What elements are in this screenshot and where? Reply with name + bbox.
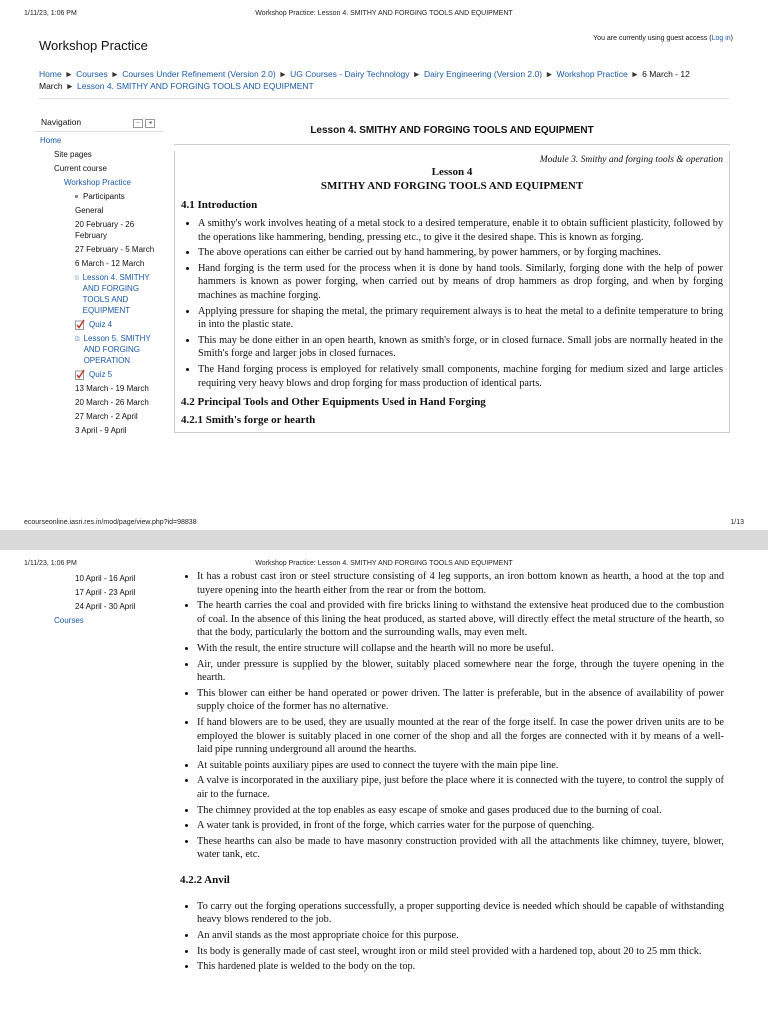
content-heading-line1: Lesson 4 [431,166,473,178]
module-label: Module 3. Smithy and forging tools & operation [539,155,723,165]
list-item: • The chimney provided at the top enables as easy escape of smoke and gases produced due to the burning of coal. [197,804,724,818]
breadcrumb-separator-icon: ► [278,69,288,79]
forge-list [180,570,724,862]
list-item: • If hand blowers are to be used, they are usually mounted at the rear of the forge itself. In case the power driven units are to be employed the blower is suitably placed in one corner of the shop and all the forges are connected with it by means of a well-laid pipe running underground all around the hearths. [197,716,724,757]
anvil-list [180,900,724,974]
intro-list [181,217,723,390]
print-datetime: 1/11/23, 1:06 PM [24,560,77,567]
print-url: ecourseonline.iasri.res.in/mod/page/view.php?id=98838 [24,519,197,526]
list-item: • An anvil stands as the most appropriate choice for this purpose. [197,929,724,943]
breadcrumb [39,68,729,99]
breadcrumb-week[interactable]: 6 March - 12 March [39,69,690,91]
list-item: • Air, under pressure is supplied by the blower, suitably placed somewhere near the forge, through the tuyere opening in the hearth. [197,658,724,685]
list-item: • Applying pressure for shaping the metal, the primary requirement always is to heat the metal to a definite temperature to bring in into the plastic state. [198,305,723,332]
main-content [174,113,730,433]
list-item: • Hand forging is the term used for the process when it is done by hand tools. Similarly, forging done with the help of power hammers is known as power forging, when carried out by means of drop hammers as drop forging, and when by forging machines as machine forging. [198,262,723,303]
page-gap [0,530,768,550]
breadcrumb-workshop-practice[interactable]: Workshop Practice [556,69,628,79]
nav-current-course[interactable]: Current course [54,164,107,173]
bullet-icon [75,195,78,198]
nav-week[interactable]: 13 March - 19 March [75,384,149,393]
list-item: • The Hand forging process is employed for relatively small components, machine forging for medium sized and large articles requiring very heavy blows and drop forging for mass production of identical parts. [198,363,723,390]
breadcrumb-current-lesson[interactable]: Lesson 4. SMITHY AND FORGING TOOLS AND EQUIPMENT [77,81,314,91]
nav-course-workshop-practice[interactable]: Workshop Practice [64,178,131,187]
content-heading-line2: SMITHY AND FORGING TOOLS AND EQUIPMENT [320,180,584,192]
list-item: • A valve is incorporated in the auxiliary pipe, just before the place where it is connected with the tuyere, to control the supply of air to the furnace. [197,774,724,801]
breadcrumb-separator-icon: ► [630,69,640,79]
list-item: • These hearths can also be made to have masonry construction provided with all the attachments like chimney, tuyere, blower, water tank, etc. [197,835,724,862]
nav-week-current[interactable]: 6 March - 12 March [75,259,145,268]
breadcrumb-ug-courses[interactable]: UG Courses - Dairy Technology [290,69,410,79]
nav-week[interactable]: 10 April - 16 April [75,574,136,583]
breadcrumb-separator-icon: ► [545,69,554,79]
nav-participants[interactable]: Participants [83,192,125,201]
nav-week[interactable]: 20 February - 26 February [75,220,135,240]
navigation-block-continued [35,570,163,629]
print-page-title: Workshop Practice: Lesson 4. SMITHY AND FORGING TOOLS AND EQUIPMENT [255,560,513,567]
nav-activity-lesson-5[interactable] [35,333,163,366]
breadcrumb-separator-icon: ► [65,81,75,91]
list-item: • To carry out the forging operations successfully, a proper supporting device is needed which should be capable of withstanding heavy blows rendered to the job. [197,900,724,927]
nav-activity-quiz-4[interactable] [35,319,163,330]
collapse-icon[interactable]: – [133,119,143,128]
list-item: • At suitable points auxiliary pipes are used to connect the tuyere with the main pipe line. [197,759,724,773]
navigation-block [35,113,163,439]
nav-week[interactable]: 27 February - 5 March [75,245,155,254]
page-icon [75,333,80,344]
nav-home[interactable]: Home [40,136,62,145]
guest-access-close: ) [730,35,733,42]
list-item: • It has a robust cast iron or steel structure consisting of 4 leg supports, an iron bottom known as hearth, a hood at the top and tuyere opening into the hearth either from the rear or from the bottom. [197,570,724,597]
list-item: • The hearth carries the coal and provided with fire bricks lining to withstand the extensive heat produced due to the combustion of coal. In the absence of this lining the heat produced, as started above, will directly effect the metal structure of the hearth, so that the body, particularly the bottom and the surrounding walls, may even melt. [197,599,724,640]
page-icon [75,272,79,283]
quiz-icon [75,319,85,330]
nav-week[interactable]: 17 April - 23 April [75,588,136,597]
lesson-title: Lesson 4. SMITHY AND FORGING TOOLS AND EQUIPMENT [174,113,730,145]
nav-week[interactable]: 3 April - 9 April [75,426,127,435]
list-item: • Its body is generally made of cast steel, wrought iron or mild steel provided with a hardened top, about 20 to 25 mm thick. [197,945,724,959]
nav-general[interactable]: General [75,206,104,215]
breadcrumb-separator-icon: ► [110,69,120,79]
quiz-icon [75,369,85,380]
breadcrumb-separator-icon: ► [64,69,74,79]
print-datetime: 1/11/23, 1:06 PM [24,10,77,17]
breadcrumb-courses-under-refinement[interactable]: Courses Under Refinement (Version 2.0) [122,69,276,79]
nav-activity-lesson-4[interactable] [35,272,163,316]
navigation-header [35,113,163,132]
list-item: • The above operations can either be carried out by hand hammering, by power hammers, or by forging machines. [198,246,723,260]
dock-icon[interactable]: ◂ [145,119,155,128]
section-heading-4-1: 4.1 Introduction [181,199,258,211]
nav-week[interactable]: 27 March - 2 April [75,412,138,421]
print-page-title: Workshop Practice: Lesson 4. SMITHY AND FORGING TOOLS AND EQUIPMENT [255,10,513,17]
nav-courses[interactable]: Courses [54,616,84,625]
breadcrumb-courses[interactable]: Courses [76,69,108,79]
section-heading-4-2: 4.2 Principal Tools and Other Equipments Used in Hand Forging [181,396,486,409]
breadcrumb-separator-icon: ► [412,69,421,79]
list-item: • This hardened plate is welded to the body on the top. [197,960,724,974]
nav-site-pages[interactable]: Site pages [54,150,92,159]
nav-activity-label[interactable]: Quiz 5 [89,370,113,379]
list-item: • This blower can either be hand operated or power driven. The latter is preferable, but in the absence of availability of power supply choice of the former has no alternative. [197,687,724,714]
login-link[interactable]: Log in [711,35,731,42]
guest-access-notice [593,35,733,42]
nav-week[interactable]: 24 April - 30 April [75,602,136,611]
print-page-number: 1/13 [730,519,744,526]
list-item: • A smithy's work involves heating of a metal stock to a desired temperature, enable it to obtain sufficient plasticity, followed by the operations like hammering, bending, pressing etc., to give it the desired shape. This is known as forging. [198,217,723,244]
breadcrumb-dairy-engineering[interactable]: Dairy Engineering (Version 2.0) [423,69,543,79]
list-item: • A water tank is provided, in front of the forge, which carries water for the purpose of quenching. [197,819,724,833]
section-heading-4-2-2: 4.2.2 Anvil [180,873,230,886]
nav-activity-quiz-5[interactable] [35,369,163,380]
site-title[interactable]: Workshop Practice [39,38,148,53]
nav-week[interactable]: 20 March - 26 March [75,398,149,407]
main-content-continued [174,570,730,976]
section-heading-4-2-1: 4.2.1 Smith's forge or hearth [181,414,316,427]
navigation-title: Navigation [41,117,82,127]
nav-activity-label[interactable]: Lesson 5. SMITHY AND FORGING OPERATION [83,334,151,365]
nav-activity-label[interactable]: Lesson 4. SMITHY AND FORGING TOOLS AND EQUIPMENT [82,273,150,315]
list-item: • With the result, the entire structure will collapse and the hearth will no more be useful. [197,642,724,656]
content-box [174,151,730,433]
breadcrumb-home[interactable]: Home [39,69,62,79]
list-item: • This may be done either in an open hearth, known as smith's forge, or in closed furnace. Small jobs are normally heated in the Smith's forge and larger jobs in closed furnaces. [198,334,723,361]
guest-access-text: You are currently using guest access ( [593,35,712,42]
nav-activity-label[interactable]: Quiz 4 [89,320,113,329]
